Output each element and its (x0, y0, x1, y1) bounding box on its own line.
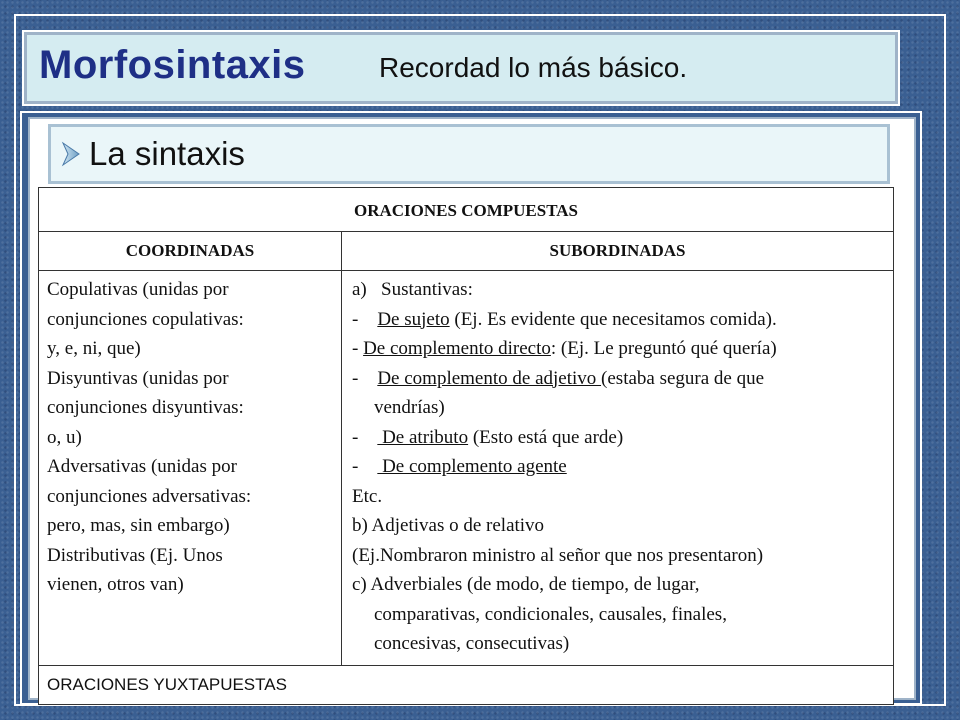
adverbiales-continuation: concesivas, consecutivas) (374, 633, 570, 654)
dash-marker: - (352, 338, 364, 359)
agente-line (352, 452, 889, 482)
sujeto-line (352, 305, 889, 335)
adjetivo-continuation: vendrías) (374, 397, 445, 418)
coordinadas-cell (39, 271, 342, 666)
etc-line: Etc. (352, 485, 383, 507)
sustantivas-line (352, 275, 889, 305)
adjetivo-line (352, 364, 889, 394)
arrow-bullet-icon (61, 141, 81, 167)
coordinadas-line: vienen, otros van) (47, 574, 184, 595)
coordinadas-line: pero, mas, sin embargo) (47, 515, 230, 536)
sujeto-term: De sujeto (377, 308, 450, 330)
dash-marker: - (352, 367, 359, 389)
adjetivo-term: De complemento de adjetivo (377, 367, 602, 389)
coordinadas-line: conjunciones disyuntivas: (47, 397, 244, 418)
adjetivas-line: b) Adjetivas o de relativo (352, 515, 545, 536)
agente-term: De complemento agente (377, 456, 567, 477)
directo-example: : (Ej. Le preguntó qué quería) (550, 338, 777, 359)
list-marker: a) (352, 279, 367, 300)
oraciones-table (38, 187, 894, 705)
atributo-term: De atributo (377, 426, 469, 448)
column-header-subordinadas: SUBORDINADAS (342, 232, 894, 271)
section-heading (48, 124, 890, 184)
sujeto-example: (Ej. Es evidente que necesitamos comida). (449, 308, 777, 330)
directo-line (352, 334, 889, 364)
atributo-line (352, 423, 889, 453)
table-footer: ORACIONES YUXTAPUESTAS (39, 665, 894, 704)
coordinadas-line: conjunciones adversativas: (47, 485, 252, 507)
table-title: ORACIONES COMPUESTAS (39, 188, 894, 232)
adjetivo-example: (estaba segura de que (601, 367, 765, 389)
coordinadas-line: Distributivas (Ej. Unos (47, 544, 223, 566)
coordinadas-line: y, e, ni, que) (47, 338, 141, 359)
title-bar (24, 32, 898, 104)
dash-marker: - (352, 456, 359, 477)
coordinadas-line: conjunciones copulativas: (47, 308, 244, 330)
directo-term: De complemento directo (363, 338, 551, 359)
section-label: La sintaxis (89, 135, 245, 172)
coordinadas-line: o, u) (47, 426, 82, 448)
coordinadas-line: Adversativas (unidas por (47, 456, 237, 477)
dash-marker: - (352, 308, 359, 330)
adverbiales-continuation: comparativas, condicionales, causales, finales, (374, 603, 727, 625)
subordinadas-cell (342, 271, 894, 666)
adverbiales-line: c) Adverbiales (de modo, de tiempo, de lugar, (352, 574, 700, 595)
coordinadas-line: Disyuntivas (unidas por (47, 367, 229, 389)
sustantivas-label: Sustantivas: (381, 279, 473, 300)
dash-marker: - (352, 426, 359, 448)
column-header-coordinadas: COORDINADAS (39, 232, 342, 271)
adjetivas-example: (Ej.Nombraron ministro al señor que nos presentaron) (352, 544, 764, 566)
page-subtitle: Recordad lo más básico. (379, 52, 688, 83)
atributo-example: (Esto está que arde) (468, 426, 624, 448)
coordinadas-line: Copulativas (unidas por (47, 279, 229, 300)
page-title: Morfosintaxis (39, 43, 306, 87)
